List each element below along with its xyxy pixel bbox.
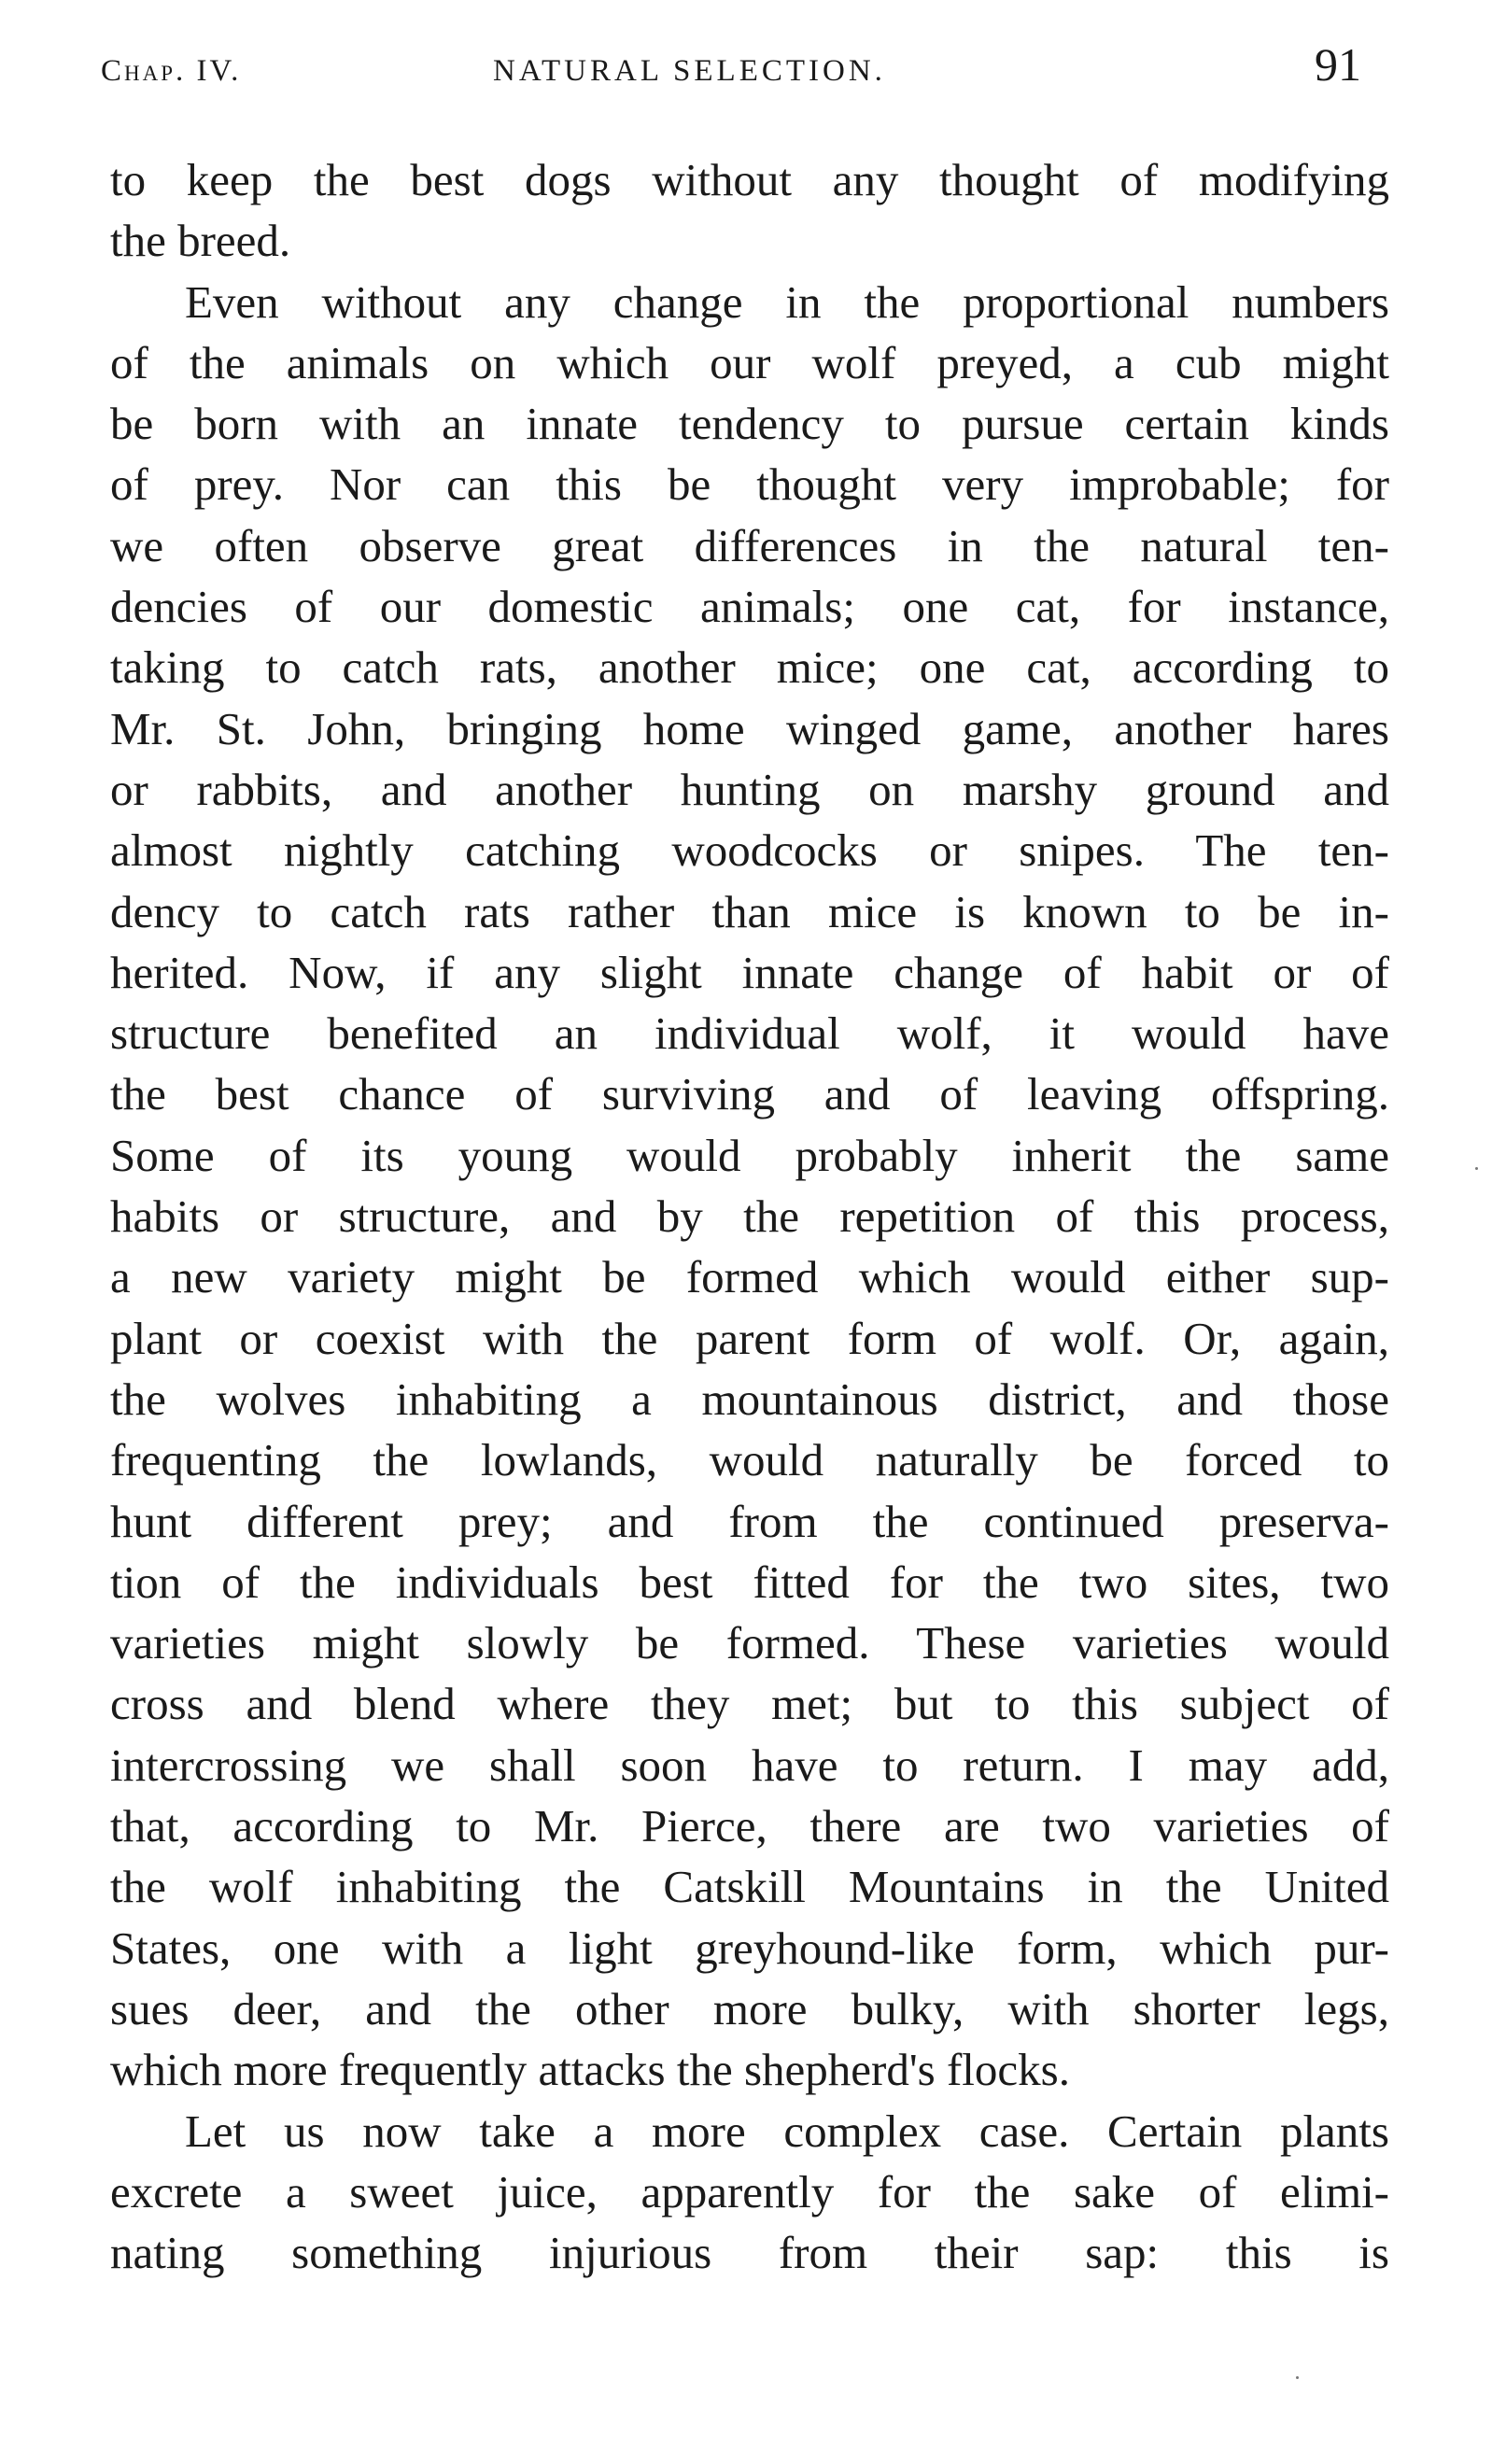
text-line: herited. Now, if any slight innate change of habit or of (110, 946, 1389, 998)
text-line: States, one with a light greyhound-like form, which pur- (110, 1922, 1389, 1974)
text-line: structure benefited an individual wolf, it would have (110, 1007, 1389, 1060)
body-text (110, 149, 1389, 2283)
paragraph-start-line: Let us now take a more complex case. Certain plants (185, 2105, 1389, 2157)
paragraph-start-line: Even without any change in the proportional numbers (185, 275, 1389, 328)
text-line: or rabbits, and another hunting on marshy ground and (110, 763, 1389, 815)
text-line: of prey. Nor can this be thought very improbable; for (110, 458, 1389, 511)
text-line: nating something injurious from their sap: this is (110, 2227, 1389, 2279)
paper-speck (1475, 1167, 1478, 1170)
text-line: cross and blend where they met; but to this subject of (110, 1678, 1389, 1730)
text-line: hunt different prey; and from the continued preserva- (110, 1495, 1389, 1547)
text-line: the breed. (110, 215, 291, 267)
text-line: frequenting the lowlands, would naturally be forced to (110, 1434, 1389, 1486)
text-line: plant or coexist with the parent form of wolf. Or, again, (110, 1312, 1389, 1364)
text-line: dencies of our domestic animals; one cat, for instance, (110, 581, 1389, 633)
text-line: Some of its young would probably inherit the same (110, 1129, 1389, 1181)
text-line: dency to catch rats rather than mice is known to be in- (110, 885, 1389, 937)
text-line: the wolves inhabiting a mountainous district, and those (110, 1373, 1389, 1425)
text-line: that, according to Mr. Pierce, there are two varieties of (110, 1800, 1389, 1852)
text-line: to keep the best dogs without any thought of modifying (110, 154, 1389, 205)
text-line: of the animals on which our wolf preyed, a cub might (110, 336, 1389, 388)
text-line: habits or structure, and by the repetition of this process, (110, 1190, 1389, 1243)
text-line: excrete a sweet juice, apparently for the sake of elimi- (110, 2165, 1389, 2218)
text-line: we often observe great differences in the natural ten- (110, 519, 1389, 571)
text-line: varieties might slowly be formed. These varieties would (110, 1617, 1389, 1669)
page-header (101, 37, 1389, 103)
text-line: sues deer, and the other more bulky, with shorter legs, (110, 1982, 1389, 2035)
text-line: taking to catch rats, another mice; one cat, according to (110, 641, 1389, 694)
paper-speck (1296, 2376, 1299, 2379)
text-line: be born with an innate tendency to pursue certain kinds (110, 398, 1389, 450)
text-line: a new variety might be formed which would either sup- (110, 1251, 1389, 1303)
text-line: intercrossing we shall soon have to return. I may add, (110, 1739, 1389, 1791)
running-title: NATURAL SELECTION. (493, 54, 886, 88)
text-line: Mr. St. John, bringing home winged game, another hares (110, 702, 1389, 754)
text-line: tion of the individuals best fitted for the two sites, two (110, 1556, 1389, 1608)
page-number: 91 (1315, 38, 1361, 91)
text-line: the best chance of surviving and of leaving offspring. (110, 1068, 1389, 1120)
text-line: the wolf inhabiting the Catskill Mountains in the United (110, 1861, 1389, 1913)
text-line: almost nightly catching woodcocks or snipes. The ten- (110, 824, 1389, 877)
chapter-label: Chap. IV. (101, 54, 242, 88)
text-line: which more frequently attacks the shepherd's flocks. (110, 2044, 1070, 2096)
